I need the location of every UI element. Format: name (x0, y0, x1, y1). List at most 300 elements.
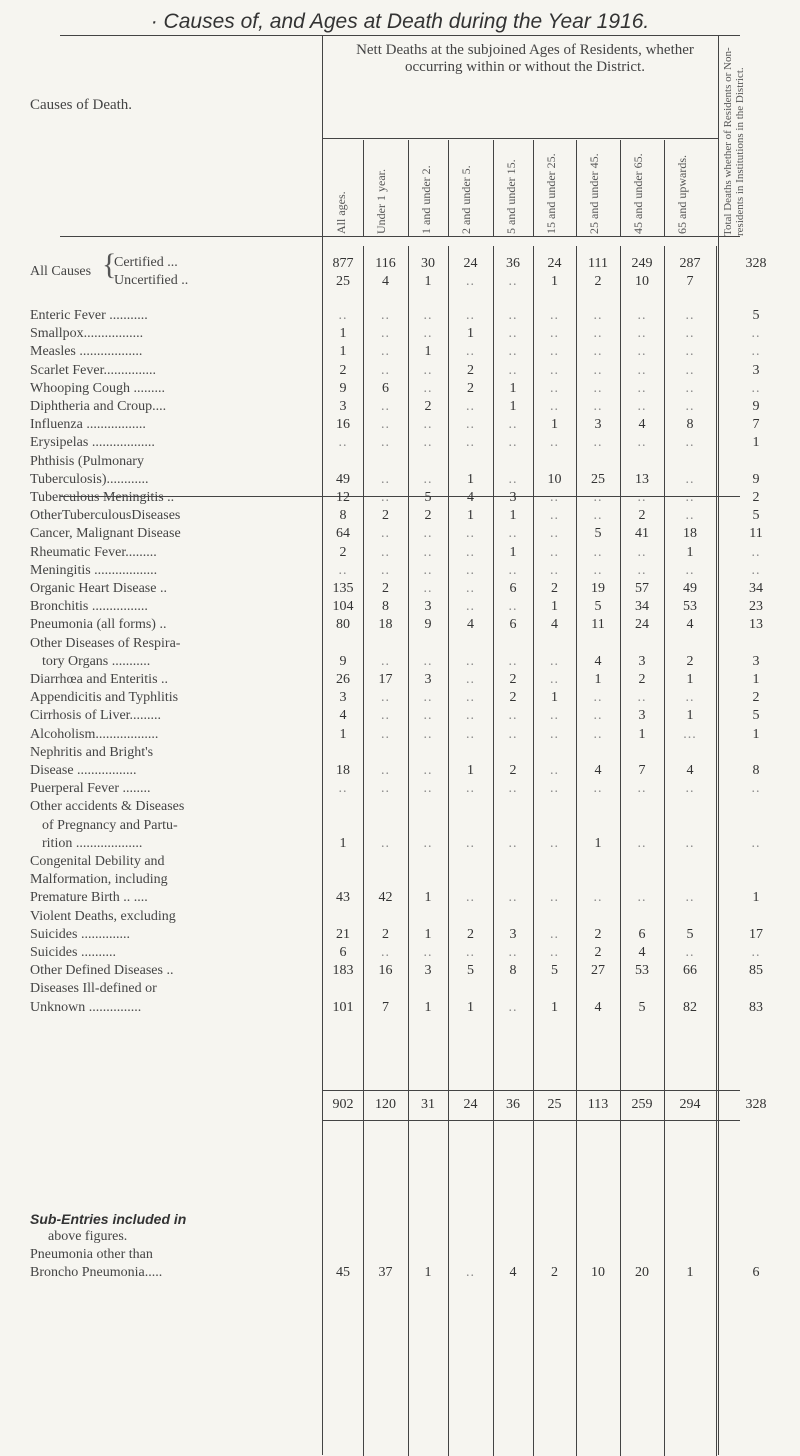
data-cell: .. (550, 544, 559, 560)
data-cell: .. (466, 526, 475, 542)
data-cell: .. (751, 562, 761, 578)
data-cell: .. (508, 326, 518, 342)
data-cell: 135 (332, 581, 354, 596)
data-cell: .. (593, 781, 603, 797)
data-cell: 8 (686, 417, 694, 433)
row-label: Diphtheria and Croup.... (30, 399, 167, 414)
data-cell: .. (593, 326, 603, 342)
data-cell: .. (751, 326, 761, 342)
total-cell: 120 (375, 1097, 396, 1112)
data-cell: 9 (752, 399, 760, 414)
certified-cell: 30 (421, 256, 435, 271)
row-label: Smallpox................. (30, 326, 144, 342)
data-cell: .. (466, 781, 475, 797)
data-cell: 5 (638, 999, 646, 1015)
certified-cell: 249 (631, 256, 653, 271)
data-cell: .. (338, 562, 348, 578)
data-cell: ... (683, 726, 697, 742)
data-cell: .. (550, 435, 559, 451)
age-col-divider (533, 140, 534, 236)
data-cell: .. (751, 344, 761, 360)
data-cell: 5 (467, 963, 474, 979)
data-cell: .. (637, 562, 647, 578)
data-cell: 7 (638, 763, 646, 778)
data-cell: 2 (752, 690, 760, 706)
data-cell: 4 (638, 417, 646, 433)
data-cell: 8 (752, 763, 760, 778)
data-cell: .. (637, 435, 647, 451)
data-cell: .. (550, 763, 559, 778)
data-cell: .. (381, 344, 390, 360)
row-label: Other accidents & Diseases (30, 799, 185, 815)
data-cell: .. (466, 945, 475, 960)
data-cell: .. (466, 344, 475, 360)
data-cell: 42 (378, 890, 393, 906)
data-cell: .. (338, 781, 348, 797)
certified-cell: 287 (679, 256, 701, 271)
data-cell: .. (423, 945, 433, 960)
data-cell: .. (508, 344, 518, 360)
row-label: Other Defined Diseases .. (30, 963, 174, 979)
data-cell: 11 (749, 526, 763, 542)
data-cell: .. (381, 417, 390, 433)
data-cell: 1 (467, 471, 474, 487)
certified-cell: 116 (375, 256, 396, 271)
row-label: Meningitis .................. (30, 562, 158, 578)
age-column-heading: Under 1 year. (374, 169, 388, 234)
certified-cell: 328 (745, 256, 767, 271)
sub-entry-cell: 2 (551, 1265, 558, 1280)
data-cell: 1 (424, 926, 432, 942)
data-cell: .. (508, 890, 518, 906)
total-cell: 259 (631, 1097, 653, 1112)
data-cell: .. (593, 508, 603, 524)
data-cell: .. (685, 380, 695, 396)
data-cell: .. (550, 708, 559, 724)
data-cell: 1 (467, 999, 474, 1015)
data-cell: 1 (467, 326, 474, 342)
data-cell: .. (637, 835, 647, 851)
data-cell: 6 (638, 926, 646, 942)
data-cell: 1 (594, 835, 602, 851)
data-cell: 2 (509, 690, 517, 706)
data-cell: 12 (336, 490, 350, 505)
data-cell: .. (466, 726, 475, 742)
data-cell: 1 (551, 417, 558, 433)
data-cell: 2 (467, 926, 474, 942)
data-cell: 1 (594, 672, 602, 687)
data-cell: .. (685, 781, 695, 797)
certified-cell: 111 (588, 256, 608, 271)
data-cell: .. (423, 362, 433, 378)
data-cell: .. (685, 471, 695, 487)
data-cell: 4 (467, 617, 474, 633)
data-cell: 1 (686, 544, 694, 560)
data-cell: 3 (752, 653, 760, 669)
data-cell: 1 (509, 380, 517, 396)
row-label: Unknown ............... (30, 999, 142, 1015)
data-cell: .. (381, 544, 390, 560)
data-cell: 2 (594, 926, 602, 942)
data-cell: .. (508, 835, 518, 851)
row-label: Organic Heart Disease .. (30, 581, 167, 596)
row-label: Rheumatic Fever......... (30, 544, 157, 560)
uncertified-cell: 25 (336, 274, 350, 289)
age-column-heading: All ages. (334, 191, 348, 234)
data-cell: .. (550, 945, 559, 960)
data-cell: 3 (509, 490, 517, 505)
data-cell: 5 (551, 963, 558, 979)
data-cell: 1 (752, 726, 760, 742)
data-cell: .. (685, 508, 695, 524)
data-cell: 4 (467, 490, 474, 505)
page-title: · Causes of, and Ages at Death during the Year 1916. (150, 10, 650, 33)
certified-cell: 24 (547, 256, 562, 271)
data-cell: 1 (509, 399, 517, 414)
row-label: Pneumonia (all forms) .. (30, 617, 167, 633)
row-label: Alcoholism.................. (30, 726, 159, 742)
data-cell: .. (685, 490, 695, 505)
data-cell: .. (423, 544, 433, 560)
data-cell: .. (593, 726, 603, 742)
data-cell: 4 (551, 617, 558, 633)
age-col-divider (493, 140, 494, 236)
row-label: Premature Birth .. .... (30, 890, 148, 906)
data-cell: .. (550, 380, 559, 396)
data-cell: .. (637, 399, 647, 414)
age-column-heading: 1 and under 2. (419, 165, 433, 234)
data-cell: .. (381, 708, 390, 724)
data-cell: 4 (339, 708, 347, 724)
data-cell: .. (466, 399, 475, 414)
data-cell: 3 (424, 599, 432, 615)
data-cell: 34 (749, 581, 763, 596)
sub-entry-cell: 20 (635, 1265, 649, 1280)
data-cell: .. (550, 890, 559, 906)
sub-entry-cell: 45 (336, 1265, 350, 1280)
data-cell: .. (593, 562, 603, 578)
totals-bottom-rule (322, 1120, 740, 1121)
data-cell: .. (338, 435, 348, 451)
data-cell: .. (685, 399, 695, 414)
data-cell: 85 (749, 963, 763, 979)
data-cell: 7 (752, 417, 760, 433)
data-cell: .. (423, 417, 433, 433)
data-cell: 23 (749, 599, 763, 615)
row-label: Diseases Ill-defined or (30, 981, 157, 997)
data-cell: .. (381, 781, 390, 797)
data-cell: .. (381, 490, 390, 505)
data-cell: 17 (749, 926, 763, 942)
data-cell: 5 (752, 308, 760, 323)
data-cell: .. (423, 726, 433, 742)
data-cell: .. (593, 308, 603, 323)
data-cell: 82 (683, 999, 697, 1015)
data-cell: 8 (509, 963, 517, 979)
data-cell: 43 (336, 890, 350, 906)
age-column-heading: 5 and under 15. (504, 159, 518, 234)
certified-label: Certified ... (114, 255, 178, 270)
totals-rule (322, 1090, 740, 1091)
data-cell: .. (550, 781, 559, 797)
row-label: Tuberculosis)............ (30, 471, 149, 487)
age-group-heading: Nett Deaths at the subjoined Ages of Residents, whether occurring within or without the District. (356, 42, 694, 75)
data-cell: 5 (594, 526, 602, 542)
data-cell: .. (423, 308, 433, 323)
data-cell: .. (508, 726, 518, 742)
total-divider (718, 35, 719, 1455)
data-cell: 2 (467, 380, 474, 396)
data-cell: .. (637, 890, 647, 906)
data-cell: 104 (332, 599, 354, 615)
data-cell: .. (423, 708, 433, 724)
data-cell: 4 (686, 763, 694, 778)
age-column-heading: 15 and under 25. (544, 153, 558, 234)
data-cell: 5 (594, 599, 602, 615)
row-label: Malformation, including (30, 872, 168, 888)
data-cell: .. (466, 562, 475, 578)
data-cell: 2 (424, 399, 432, 414)
data-cell: 11 (591, 617, 605, 633)
data-cell: .. (637, 380, 647, 396)
data-cell: 16 (378, 963, 393, 979)
row-label: Bronchitis ................ (30, 599, 148, 615)
data-cell: 9 (339, 653, 347, 669)
data-cell: .. (466, 417, 475, 433)
age-column-heading: 2 and under 5. (459, 165, 473, 234)
data-cell: .. (637, 362, 647, 378)
data-cell: 6 (509, 617, 517, 633)
sub-entry-cell: 1 (686, 1265, 694, 1280)
row-label: Diarrhœa and Enteritis .. (30, 672, 169, 687)
sub-entries-line: Pneumonia other than (30, 1247, 153, 1262)
data-cell: .. (685, 890, 695, 906)
data-cell: .. (751, 380, 761, 396)
data-cell: .. (381, 308, 390, 323)
data-cell: 19 (591, 581, 605, 596)
data-cell: .. (466, 690, 475, 706)
data-cell: .. (637, 544, 647, 560)
data-cell: .. (685, 835, 695, 851)
row-label: Disease ................. (30, 763, 137, 778)
data-cell: 2 (382, 581, 389, 596)
uncertified-cell: 1 (424, 274, 432, 289)
data-cell: .. (381, 653, 390, 669)
data-cell: 13 (635, 471, 649, 487)
age-col-divider (408, 140, 409, 236)
data-cell: 2 (467, 362, 474, 378)
data-cell: .. (508, 708, 518, 724)
uncertified-cell: 1 (551, 274, 558, 289)
data-cell: .. (637, 781, 647, 797)
data-cell: 21 (336, 926, 350, 942)
data-cell: .. (637, 308, 647, 323)
data-cell: .. (423, 526, 433, 542)
data-cell: 4 (594, 999, 602, 1015)
data-cell: .. (508, 362, 518, 378)
age-col-divider (448, 140, 449, 236)
data-cell: .. (466, 544, 475, 560)
data-cell: .. (423, 380, 433, 396)
uncertified-cell: .. (466, 274, 475, 289)
row-label: Measles .................. (30, 344, 143, 360)
data-cell: .. (751, 544, 761, 560)
total-deaths-heading: Total Deaths whether of Residents or Non-residents in Institutions in the District. (722, 47, 746, 236)
age-column-heading: 45 and under 65. (631, 153, 645, 234)
data-cell: .. (593, 544, 603, 560)
data-cell: .. (593, 399, 603, 414)
data-cell: .. (423, 835, 433, 851)
row-label: Suicides .............. (30, 926, 130, 942)
row-label: Congenital Debility and (30, 854, 165, 869)
data-cell: .. (381, 399, 390, 414)
data-cell: .. (466, 835, 475, 851)
data-cell: 1 (424, 890, 432, 906)
data-cell: 2 (594, 945, 602, 960)
data-cell: 2 (339, 544, 347, 560)
data-cell: 41 (635, 526, 649, 542)
data-cell: 2 (424, 508, 432, 524)
data-cell: .. (637, 490, 647, 505)
data-cell: .. (381, 835, 390, 851)
uncertified-cell: 2 (594, 274, 602, 289)
data-cell: .. (685, 362, 695, 378)
data-cell: 1 (424, 344, 432, 360)
sub-entries-line: Broncho Pneumonia..... (30, 1265, 163, 1280)
data-cell: 4 (638, 945, 646, 960)
data-cell: 25 (591, 471, 605, 487)
sub-entry-cell: .. (466, 1265, 475, 1280)
data-cell: 13 (749, 617, 763, 633)
data-cell: 9 (424, 617, 432, 633)
all-causes-label: All Causes (30, 264, 92, 279)
data-cell: 8 (339, 508, 347, 524)
data-cell: .. (423, 326, 433, 342)
data-cell: .. (381, 690, 390, 706)
data-cell: 17 (378, 672, 393, 687)
data-cell: 3 (339, 690, 347, 706)
data-cell: .. (637, 326, 647, 342)
data-cell: .. (423, 781, 433, 797)
sub-entries-title: Sub-Entries included in (30, 1211, 187, 1227)
data-cell: .. (751, 781, 761, 797)
data-cell: .. (508, 781, 518, 797)
data-cell: 57 (635, 581, 649, 596)
total-cell: 24 (463, 1097, 478, 1112)
total-cell: 36 (506, 1097, 520, 1112)
data-cell: 6 (339, 945, 347, 960)
data-cell: .. (593, 708, 603, 724)
data-cell: .. (685, 945, 695, 960)
row-label: Enteric Fever ........... (30, 308, 148, 323)
data-cell: .. (550, 926, 559, 942)
data-cell: 1 (752, 672, 760, 687)
data-cell: 80 (336, 617, 350, 633)
data-cell: 1 (339, 344, 347, 360)
data-cell: .. (423, 581, 433, 596)
data-cell: .. (593, 362, 603, 378)
data-cell: .. (550, 490, 559, 505)
data-cell: .. (381, 435, 390, 451)
data-cell: .. (508, 308, 518, 323)
uncertified-cell: .. (508, 274, 518, 289)
data-cell: .. (466, 672, 475, 687)
data-cell: .. (685, 690, 695, 706)
data-cell: 5 (752, 508, 760, 524)
data-cell: 1 (752, 435, 760, 451)
top-rule (60, 35, 740, 36)
data-cell: .. (381, 726, 390, 742)
data-cell: .. (381, 362, 390, 378)
data-cell: 18 (683, 526, 697, 542)
data-cell: 2 (686, 653, 694, 669)
data-cell: 7 (382, 999, 389, 1015)
data-cell: .. (338, 308, 348, 323)
row-label: Influenza ................. (30, 417, 146, 433)
data-cell: .. (508, 999, 518, 1015)
data-cell: 1 (424, 999, 432, 1015)
data-cell: 101 (332, 999, 354, 1015)
data-cell: 1 (467, 508, 474, 524)
data-cell: .. (508, 471, 518, 487)
data-cell: .. (593, 380, 603, 396)
data-cell: .. (508, 526, 518, 542)
certified-cell: 24 (463, 256, 478, 271)
data-cell: .. (550, 399, 559, 414)
data-cell: .. (381, 471, 390, 487)
row-label: Suicides .......... (30, 945, 116, 960)
data-cell: 2 (382, 926, 389, 942)
data-cell: .. (466, 581, 475, 596)
data-cell: 6 (509, 581, 517, 596)
data-cell: .. (685, 344, 695, 360)
data-cell: .. (685, 308, 695, 323)
sub-entry-cell: 1 (424, 1265, 432, 1280)
total-cell: 902 (332, 1097, 354, 1112)
data-cell: 64 (336, 526, 350, 542)
data-cell: 2 (509, 763, 517, 778)
row-label: Phthisis (Pulmonary (30, 453, 144, 469)
uncertified-cell: 4 (382, 274, 389, 289)
data-cell: .. (466, 708, 475, 724)
row-label: Scarlet Fever............... (30, 362, 156, 378)
data-cell: 3 (638, 708, 646, 724)
data-cell: 1 (339, 835, 347, 851)
data-cell: 2 (382, 508, 389, 524)
data-cell: .. (381, 526, 390, 542)
data-cell: 1 (551, 690, 558, 706)
row-label: Violent Deaths, excluding (30, 908, 176, 924)
data-cell: 18 (378, 617, 393, 633)
data-cell: 3 (509, 926, 517, 942)
row-label: Other Diseases of Respira- (30, 635, 181, 651)
data-cell: .. (466, 599, 475, 615)
data-cell: 3 (594, 417, 602, 433)
row-label: Cancer, Malignant Disease (30, 526, 181, 542)
data-cell: 10 (547, 471, 562, 487)
row-label: of Pregnancy and Partu- (42, 817, 178, 833)
age-column-heading: 65 and upwards. (675, 155, 689, 234)
data-cell: 18 (336, 763, 350, 778)
age-col-divider (620, 140, 621, 236)
data-cell: .. (508, 435, 518, 451)
data-cell: 1 (467, 763, 474, 778)
header-bottom-rule (60, 236, 740, 237)
data-cell: 3 (752, 362, 760, 378)
row-label: Puerperal Fever ........ (30, 781, 151, 797)
data-cell: 83 (749, 999, 763, 1015)
data-cell: .. (550, 835, 559, 851)
